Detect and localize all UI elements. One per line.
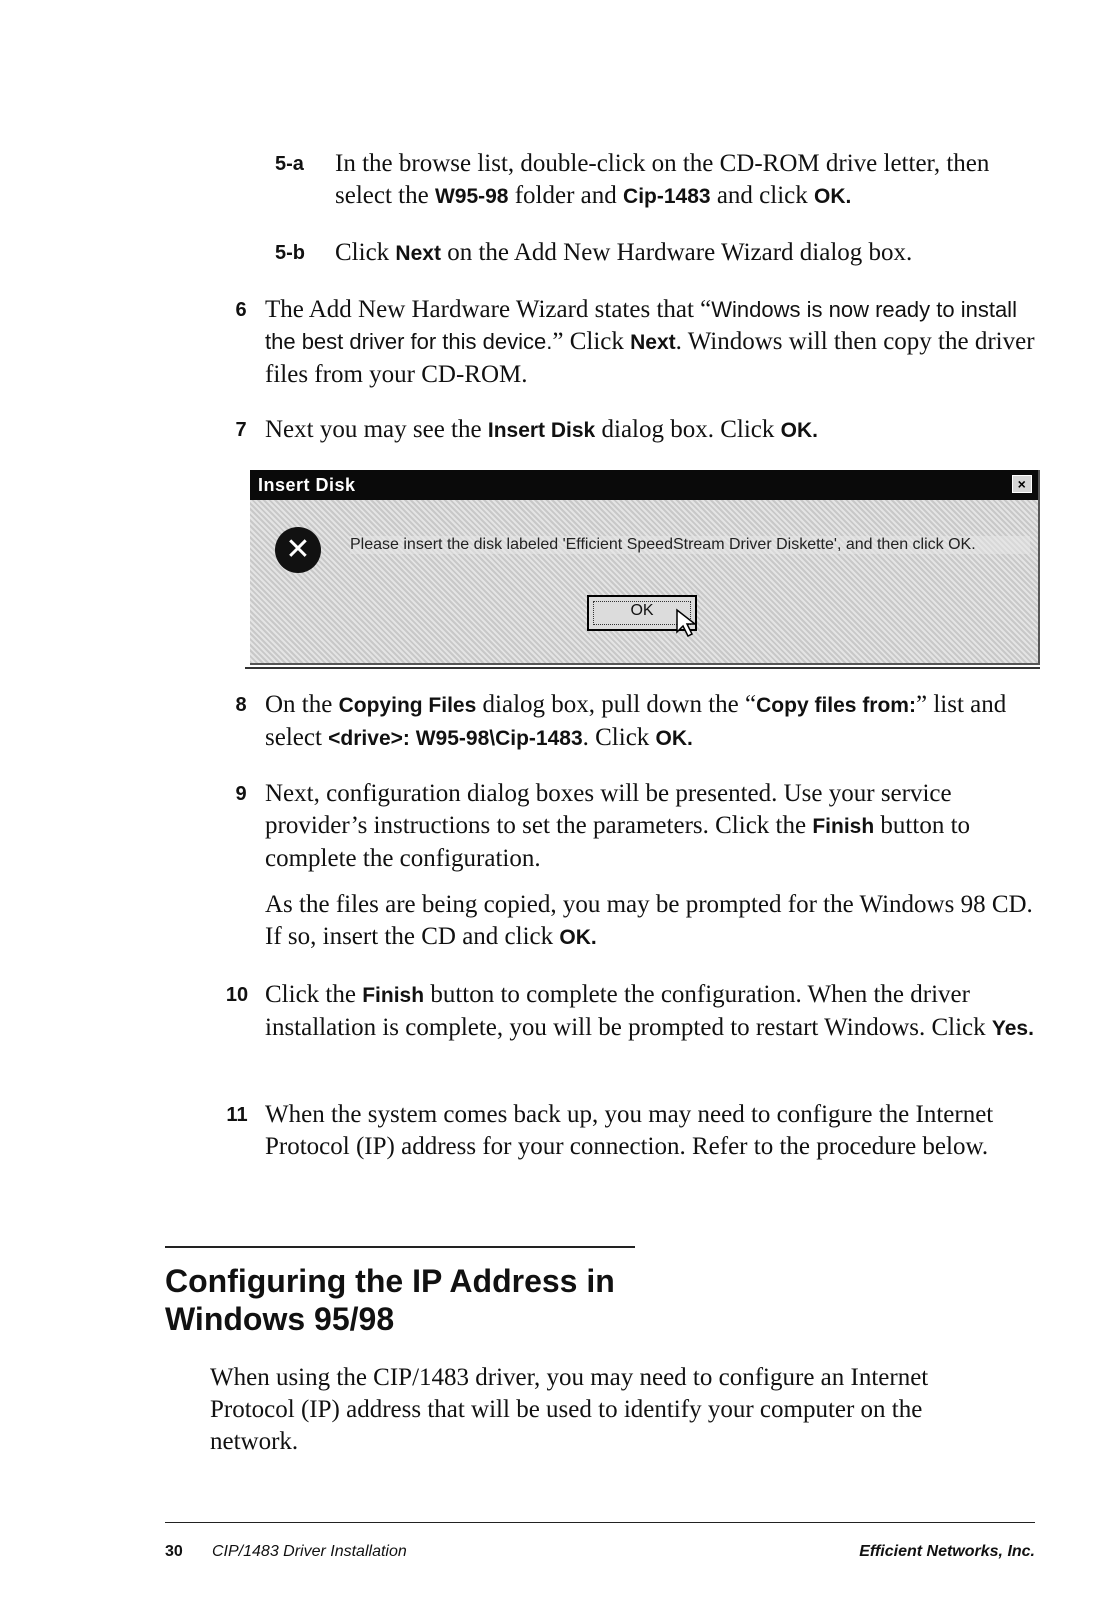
step-text: When the system comes back up, you may need to configure the Internet Protocol (IP) address for your connection. Refer to the procedure below. xyxy=(265,1101,994,1160)
section-heading: Configuring the IP Address in Windows 95/98 xyxy=(165,1263,615,1337)
step-text: The Add New Hardware Wizard states that “Windows is now ready to install the best driver for this device.” Click Next. Windows will then copy the driver files from your CD-ROM. xyxy=(265,296,1035,388)
mouse-pointer-icon xyxy=(675,608,703,638)
close-icon[interactable]: × xyxy=(1012,475,1032,493)
page-number: 30 xyxy=(165,1543,183,1560)
step-number: 11 xyxy=(226,1104,248,1126)
step-9 xyxy=(225,778,1035,875)
section-body: When using the CIP/1483 driver, you may need to configure an Internet Protocol (IP) address that will be used to identify your computer on the network. xyxy=(210,1364,929,1455)
dialog-title: Insert Disk xyxy=(258,475,356,495)
step-text: Next, configuration dialog boxes will be presented. Use your service provider’s instructions to set the parameters. Click the Finish button to complete the configuration. xyxy=(265,780,971,872)
step-5b xyxy=(275,237,1035,270)
company-name: Efficient Networks, Inc. xyxy=(859,1543,1035,1560)
step-text: Click Next on the Add New Hardware Wizard dialog box. xyxy=(335,239,913,266)
step-number: 10 xyxy=(225,984,249,1006)
section-rule xyxy=(165,1246,635,1248)
document-title: CIP/1483 Driver Installation xyxy=(212,1543,407,1560)
step-number: 5-a xyxy=(275,153,304,175)
step-11 xyxy=(225,1099,1035,1163)
footer-rule xyxy=(165,1522,1035,1523)
insert-disk-dialog xyxy=(250,470,1040,665)
step-number: 9 xyxy=(235,783,247,805)
step-9-note: As the files are being copied, you may be prompted for the Windows 98 CD. If so, insert the CD and click OK. xyxy=(265,891,1033,950)
step-number: 8 xyxy=(235,694,247,716)
step-number: 6 xyxy=(235,299,247,321)
step-text: In the browse list, double-click on the CD-ROM drive letter, then select the W95-98 folder and Cip-1483 and click OK. xyxy=(335,150,990,209)
step-number: 5-b xyxy=(275,242,305,264)
step-text: Click the Finish button to complete the configuration. When the driver installation is complete, you will be prompted to restart Windows. Click Yes. xyxy=(265,981,1034,1041)
step-8 xyxy=(225,689,1035,755)
step-5a xyxy=(275,148,1035,213)
step-text: Next you may see the Insert Disk dialog box. Click OK. xyxy=(265,416,818,443)
step-7 xyxy=(225,414,1035,447)
step-6 xyxy=(225,294,1035,391)
dialog-titlebar xyxy=(250,470,1038,500)
error-icon: ✕ xyxy=(275,527,321,573)
step-number: 7 xyxy=(235,419,247,441)
divider xyxy=(245,667,1040,669)
ok-button-label: OK xyxy=(630,602,654,619)
step-10 xyxy=(225,979,1035,1045)
dialog-message: Please insert the disk labeled 'Efficient SpeedStream Driver Diskette', and then click OK. xyxy=(350,536,1030,554)
step-text: On the Copying Files dialog box, pull down the “Copy files from:” list and select <drive>: W95-98\Cip-1483. Click OK. xyxy=(265,691,1007,751)
